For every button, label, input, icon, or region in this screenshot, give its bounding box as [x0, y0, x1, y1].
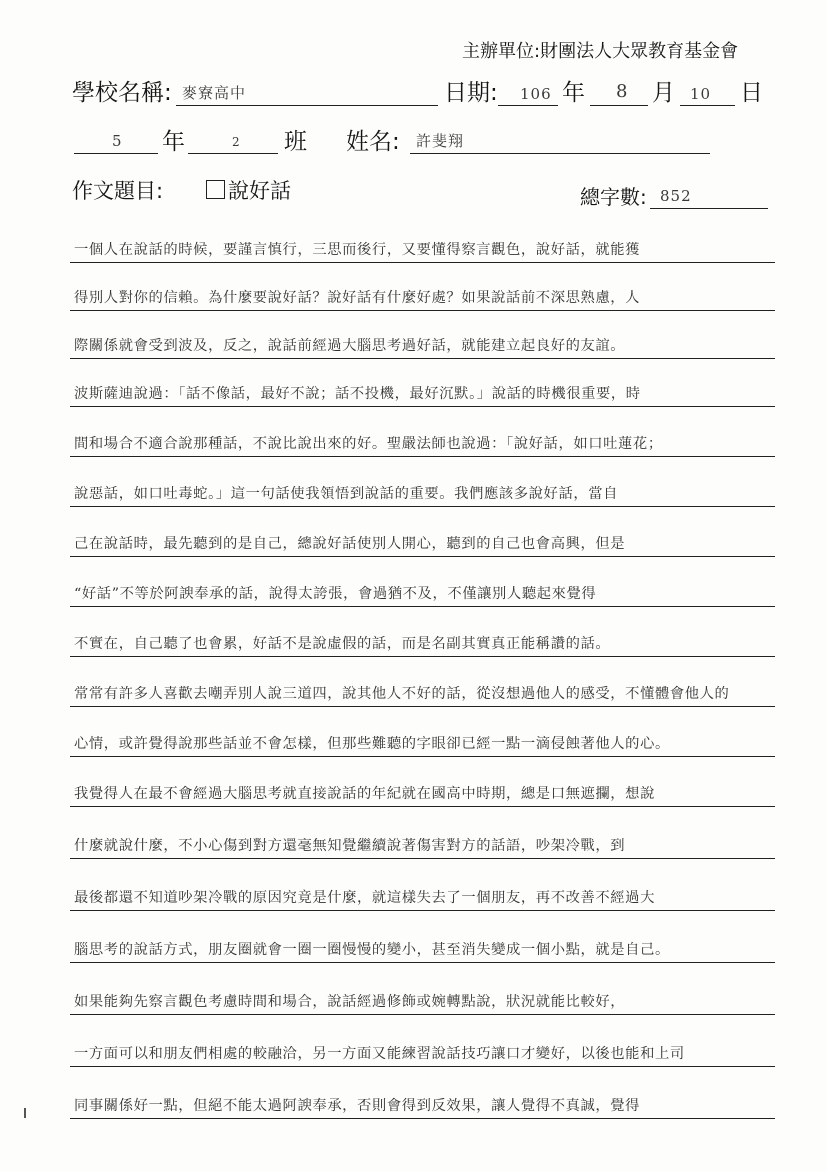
month-value: 8	[616, 81, 629, 102]
essay-line-15: 腦思考的說話方式，朋友圈就會一圈一圈慢慢的變小，甚至消失變成一個小點，就是自己。	[70, 924, 775, 963]
topic-value: 說好話	[228, 179, 291, 203]
essay-line-8: “好話”不等於阿諛奉承的話，說得太誇張，會過猶不及，不僅讓別人聽起來覺得	[70, 568, 775, 607]
month-unit: 月	[652, 80, 675, 106]
essay-line-4: 波斯薩迪說過：「話不像話，最好不說；話不投機，最好沉默。」說話的時機很重要，時	[70, 368, 775, 407]
day-value: 10	[690, 85, 712, 103]
grade-value: 5	[112, 132, 123, 150]
year-value: 106	[520, 85, 552, 103]
month-underline	[590, 105, 648, 106]
essay-line-6: 說惡話，如口吐毒蛇。」這一句話使我領悟到說話的重要。我們應該多說好話，當自	[70, 468, 775, 507]
topic-text	[206, 176, 291, 206]
essay-line-2: 得別人對你的信賴。為什麼要說好話？說好話有什麼好處？如果說話前不深思熟慮，人	[70, 272, 775, 311]
essay-line-18: 同事關係好一點，但絕不能太過阿諛奉承，否則會得到反效果，讓人覺得不真誠，覺得	[70, 1080, 775, 1119]
class-value: 2	[232, 135, 241, 149]
essay-line-12: 我覺得人在最不會經過大腦思考就直接說話的年紀就在國高中時期，總是口無遮攔，想說	[70, 768, 775, 807]
topic-label: 作文題目:	[72, 179, 164, 203]
essay-line-11: 心情，或許覺得說那些話並不會怎樣，但那些難聽的字眼卻已經一點一滴侵蝕著他人的心。	[70, 718, 775, 757]
margin-mark	[24, 1108, 26, 1118]
name-label: 姓名:	[346, 129, 400, 155]
day-underline	[680, 105, 735, 106]
school-date-row	[0, 78, 827, 118]
essay-line-9: 不實在，自己聽了也會累，好話不是說虛假的話，而是名副其實真正能稱讚的話。	[70, 618, 775, 657]
school-label: 學校名稱:	[72, 80, 172, 106]
wordcount-value: 852	[660, 187, 692, 205]
name-value: 許斐翔	[416, 132, 465, 150]
essay-line-1: 一個人在說話的時候，要謹言慎行，三思而後行，又要懂得察言觀色，說好話，就能獲	[70, 224, 775, 263]
organizer: 主辦單位:財團法人大眾教育基金會	[462, 41, 739, 62]
class-unit: 班	[284, 129, 307, 155]
checkbox-icon	[206, 180, 225, 199]
year-underline	[498, 105, 558, 106]
class-underline	[188, 153, 278, 154]
wordcount-underline	[650, 208, 768, 209]
essay-line-14: 最後都還不知道吵架冷戰的原因究竟是什麼，就這樣失去了一個朋友，再不改善不經過大	[70, 872, 775, 911]
topic-row	[0, 176, 827, 216]
essay-line-10: 常常有許多人喜歡去嘲弄別人說三道四，說其他人不好的話，從沒想過他人的感受，不懂體會他人的	[70, 668, 775, 707]
essay-line-3: 際關係就會受到波及，反之，說話前經過大腦思考過好話，就能建立起良好的友誼。	[70, 320, 775, 359]
name-underline	[410, 153, 710, 154]
essay-line-13: 什麼就說什麼，不小心傷到對方還毫無知覺繼續說著傷害對方的話語，吵架冷戰，到	[70, 820, 775, 859]
essay-line-17: 一方面可以和朋友們相處的較融洽，另一方面又能練習說話技巧讓口才變好，以後也能和上司	[70, 1028, 775, 1067]
class-name-row	[0, 127, 827, 167]
day-unit: 日	[740, 80, 763, 106]
essay-line-5: 間和場合不適合說那種話，不說比說出來的好。聖嚴法師也說過：「說好話，如口吐蓮花；	[70, 418, 775, 457]
date-label: 日期:	[444, 80, 498, 106]
school-underline	[176, 105, 438, 106]
essay-line-16: 如果能夠先察言觀色考慮時間和場合，說話經過修飾或婉轉點說，狀況就能比較好，	[70, 976, 775, 1015]
year-unit: 年	[562, 80, 585, 106]
essay-line-7: 己在說話時，最先聽到的是自己，總說好話使別人開心，聽到的自己也會高興，但是	[70, 518, 775, 557]
school-value: 麥寮高中	[182, 84, 247, 102]
grade-underline	[74, 153, 158, 154]
wordcount-label: 總字數:	[580, 185, 647, 209]
grade-unit: 年	[162, 129, 185, 155]
